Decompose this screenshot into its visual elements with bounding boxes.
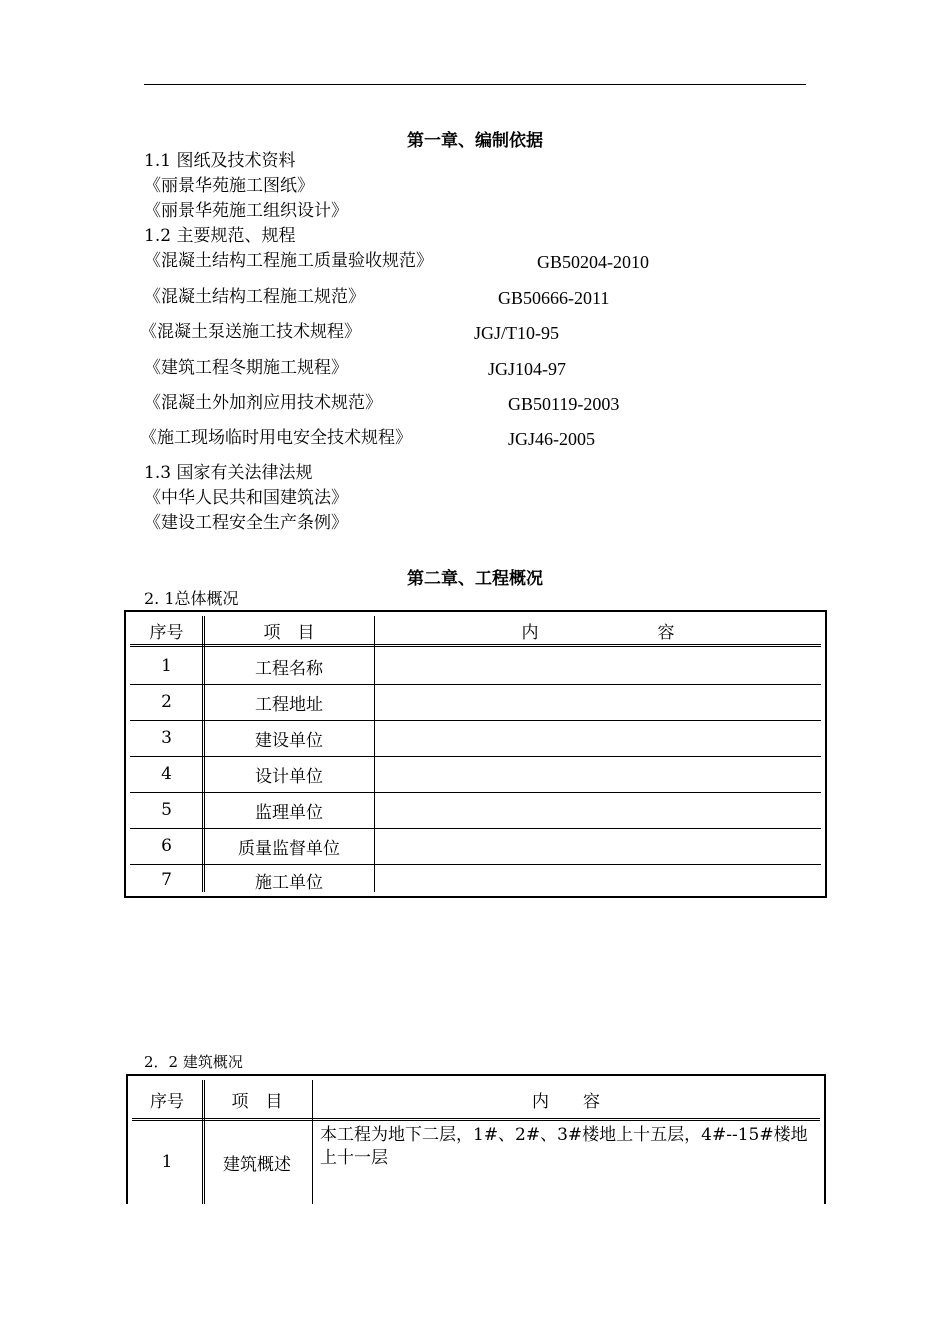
section-1-3: 1.3 国家有关法律法规 (144, 463, 313, 483)
row-no: 7 (161, 870, 172, 890)
standard-name: 《混凝土泵送施工技术规程》 (140, 322, 361, 342)
standard-name: 《建筑工程冬期施工规程》 (144, 358, 348, 378)
row-item: 质量监督单位 (238, 838, 340, 859)
row-no: 4 (161, 764, 172, 784)
row-item: 工程地址 (255, 694, 323, 715)
standard-code: JGJ104-97 (488, 359, 567, 379)
row-item: 建筑概述 (223, 1154, 291, 1175)
table-row (130, 828, 821, 864)
doc-item: 《丽景华苑施工图纸》 (144, 176, 314, 196)
table-header-row (132, 1080, 820, 1118)
standard-name: 《混凝土结构工程施工规范》 (144, 287, 365, 307)
row-item: 建设单位 (255, 730, 323, 751)
standard-name: 《混凝土外加剂应用技术规范》 (144, 393, 382, 413)
row-item: 施工单位 (255, 872, 323, 893)
section-1-2: 1.2 主要规范、规程 (144, 226, 296, 246)
standard-name: 《混凝土结构工程施工质量验收规范》 (144, 251, 433, 271)
table-row (130, 756, 821, 792)
row-content: 本工程为地下二层，1#、2#、3#楼地上十五层，4#--15#楼地上十一层 (320, 1125, 808, 1168)
row-no: 5 (161, 800, 172, 820)
row-no: 6 (161, 836, 172, 856)
row-no: 1 (161, 656, 172, 676)
row-no: 3 (161, 728, 172, 748)
row-divider (132, 1118, 820, 1121)
row-no: 2 (161, 692, 172, 712)
building-table (126, 1074, 826, 1204)
row-item: 设计单位 (255, 766, 323, 787)
section-2-1: 2. 1总体概况 (144, 589, 239, 608)
standard-name: 《施工现场临时用电安全技术规程》 (140, 428, 412, 448)
row-item: 工程名称 (255, 658, 323, 679)
table-row (130, 648, 821, 684)
header-item: 项 目 (231, 1091, 283, 1112)
chapter-1-title: 第一章、编制依据 (407, 131, 543, 151)
header-rule (144, 84, 806, 85)
row-no: 1 (161, 1152, 173, 1172)
header-no: 序号 (150, 1091, 184, 1112)
header-content: 内 容 (532, 1091, 600, 1112)
table-row (130, 792, 821, 828)
law-item: 《中华人民共和国建筑法》 (144, 488, 348, 508)
row-item: 监理单位 (255, 802, 323, 823)
standard-code: JGJ46-2005 (508, 429, 596, 449)
table-row (130, 864, 821, 896)
header-item: 项 目 (263, 622, 315, 643)
table-header-row (130, 616, 821, 644)
standard-code: JGJ/T10-95 (474, 323, 559, 343)
overview-table (124, 610, 827, 898)
standard-code: GB50666-2011 (498, 288, 610, 308)
chapter-2-title: 第二章、工程概况 (407, 569, 543, 589)
law-item: 《建设工程安全生产条例》 (144, 513, 348, 533)
table-row (130, 684, 821, 720)
table-row (130, 720, 821, 756)
standard-code: GB50204-2010 (537, 252, 649, 272)
row-divider (130, 644, 821, 647)
header-content: 内 容 (521, 622, 675, 643)
doc-item: 《丽景华苑施工组织设计》 (144, 201, 348, 221)
standard-code: GB50119-2003 (508, 394, 620, 414)
section-2-2: 2．2 建筑概况 (144, 1053, 243, 1071)
section-1-1: 1.1 图纸及技术资料 (144, 151, 296, 171)
header-no: 序号 (149, 622, 184, 643)
